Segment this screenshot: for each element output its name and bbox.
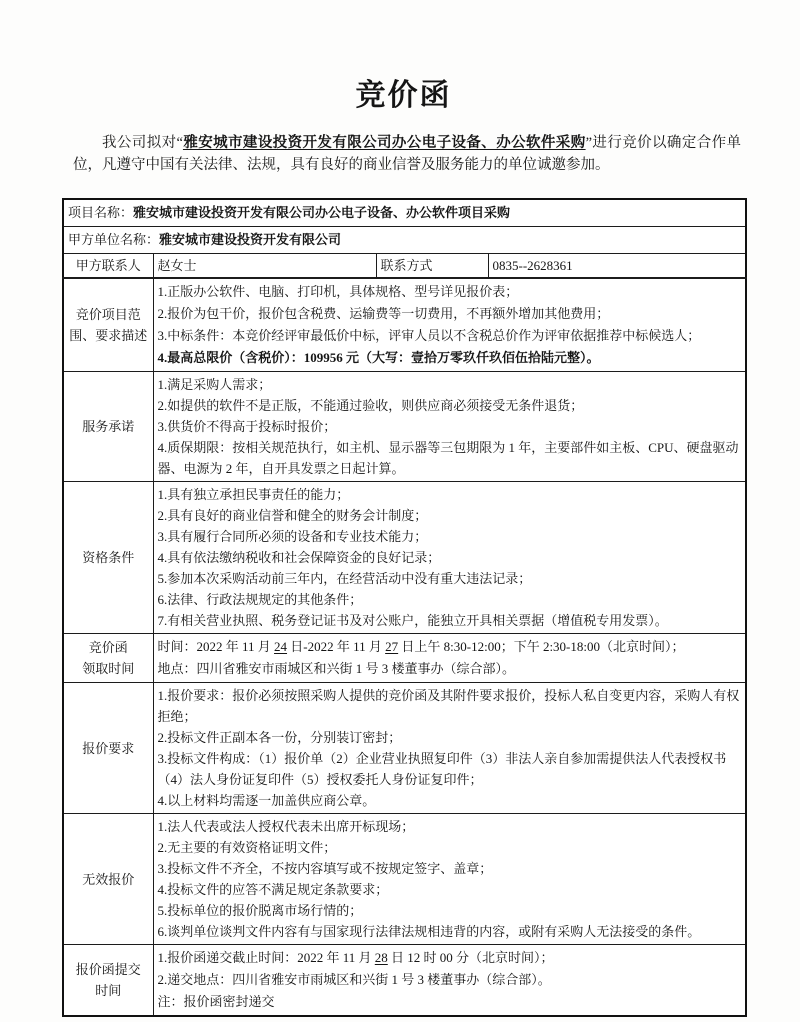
list-line: 时间 (95, 983, 122, 998)
list-line: 围、要求描述 (69, 328, 148, 343)
list-line: 1.报价要求：报价必须按照采购人提供的竞价函及其附件要求报价，投标人私自变更内容，采购人有权拒绝； (157, 688, 740, 724)
service-content (153, 372, 746, 482)
submit-deadline-text-2: 日 12 时 00 分（北京时间）； (387, 950, 554, 965)
list-line: 竞价函 (88, 640, 128, 655)
list-line: 5.投标单位的报价脱离市场行情的； (157, 903, 363, 918)
list-line: 1.具有独立承担民事责任的能力； (157, 487, 350, 502)
scope-label (63, 278, 153, 372)
submit-deadline-line (158, 947, 742, 969)
list-line: 2.无主要的有效资格证明文件； (157, 840, 337, 855)
list-line: 3.中标条件：本竞价经评审最低价中标，评审人员以不含税总价作为评审依据推荐中标候选人； (157, 328, 701, 343)
pickup-time-text-3: 日上午 8:30-12:00；下午 2:30-18:00（北京时间）； (398, 639, 685, 654)
scope-lines (158, 281, 742, 347)
invalid-quote-row (63, 814, 746, 945)
quote-requirements-label: 报价要求 (63, 683, 153, 814)
contact-phone-label: 联系方式 (376, 254, 488, 279)
pickup-end-day: 27 (385, 639, 399, 654)
list-line: 竞价项目范 (75, 307, 141, 322)
scope-content (153, 278, 746, 372)
pickup-time-text-2: 日-2022 年 11 月 (287, 639, 386, 654)
list-line: 1.正版办公软件、电脑、打印机，具体规格、型号详见报价表； (157, 284, 519, 299)
list-line: 领取时间 (82, 661, 135, 676)
submit-time-content (153, 945, 746, 1017)
contact-row (63, 254, 746, 279)
quote-requirements-content (153, 683, 746, 814)
qualification-row (63, 482, 746, 634)
intro-subject: 雅安城市建设投资开发有限公司办公电子设备、办公软件采购 (182, 135, 586, 151)
list-line: 3.投标文件构成：（1）报价单（2）企业营业执照复印件（3）非法人亲自参加需提供法人代表授权书（4）法人身份证复印件（5）授权委托人身份证复印件； (157, 751, 727, 787)
contact-label: 甲方联系人 (63, 254, 153, 279)
invalid-quote-label: 无效报价 (63, 814, 153, 945)
project-name-value: 雅安城市建设投资开发有限公司办公电子设备、办公软件项目采购 (133, 205, 511, 220)
submit-deadline-day: 28 (374, 950, 388, 965)
qualification-label: 资格条件 (63, 482, 153, 634)
list-line: 3.投标文件不齐全，不按内容填写或不按规定签字、盖章； (157, 861, 493, 876)
scope-price-line: 4.最高总限价（含税价）：109956 元（大写：壹拾万零玖仟玖佰伍拾陆元整）。 (157, 350, 600, 365)
list-line: 5.参加本次采购活动前三年内，在经营活动中没有重大违法记录； (157, 571, 532, 586)
owner-name-value: 雅安城市建设投资开发有限公司 (159, 232, 342, 247)
pickup-place-line: 地点：四川省雅安市雨城区和兴街 1 号 3 楼董事办（综合部）。 (157, 661, 516, 676)
service-label: 服务承诺 (63, 372, 153, 482)
list-line: 2.如提供的软件不是正版，不能通过验收，则供应商必须接受无条件退货； (157, 398, 584, 413)
pickup-time-content (153, 634, 746, 683)
list-line: 2.报价为包干价，报价包含税费、运输费等一切费用，不再额外增加其他费用； (157, 306, 610, 321)
project-name-label: 项目名称： (68, 205, 134, 220)
submit-note-line: 注：报价函密封递交 (157, 994, 275, 1009)
contact-phone-value: 0835--2628361 (488, 254, 746, 279)
owner-name-row (63, 227, 746, 254)
intro-tail: ”进行竞价以确定合作单位，凡遵守中国有关法律、法规，具有良好的商业信誉及服务能力的单位诚邀参加。 (73, 135, 742, 173)
list-line: 3.供货价不得高于投标时报价； (157, 419, 337, 434)
list-line: 6.谈判单位谈判文件内容有与国家现行法律法规相违背的内容，或附有采购人无法接受的条件。 (157, 924, 701, 939)
intro-paragraph (73, 132, 741, 176)
scope-row (63, 278, 746, 372)
list-line: 4.投标文件的应答不满足规定条款要求； (157, 882, 389, 897)
pickup-time-text-1: 时间：2022 年 11 月 (157, 639, 275, 654)
list-line: 4.以上材料均需逐一加盖供应商公章。 (157, 793, 376, 808)
submit-place-line: 2.递交地点：四川省雅安市雨城区和兴街 1 号 3 楼董事办（综合部）。 (157, 972, 551, 987)
pickup-start-day: 24 (274, 639, 288, 654)
submit-time-row (63, 945, 746, 1017)
owner-name-cell (63, 227, 746, 254)
page-title: 竞价函 (355, 79, 452, 112)
list-line: 1.法人代表或法人授权代表未出席开标现场； (157, 819, 415, 834)
list-line: 6.法律、行政法规规定的其他条件； (157, 592, 363, 607)
list-line: 1.满足采购人需求； (157, 377, 272, 392)
submit-deadline-text-1: 1.报价函递交截止时间：2022 年 11 月 (157, 950, 375, 965)
submit-time-label (63, 945, 153, 1017)
list-line: 3.具有履行合同所必须的设备和专业技术能力； (157, 529, 428, 544)
list-line: 4.质保期限：按相关规范执行，如主机、显示器等三包期限为 1 年，主要部件如主板、CPU、硬盘驱动器、电源为 2 年，自开具发票之日起计算。 (157, 440, 739, 476)
qualification-content (153, 482, 746, 634)
project-name-row (63, 199, 746, 227)
list-line: 2.具有良好的商业信誉和健全的财务会计制度； (157, 508, 428, 523)
intro-lead: 我公司拟对“ (102, 135, 183, 151)
contact-name: 赵女士 (153, 254, 376, 279)
pickup-time-row (63, 634, 746, 683)
quote-requirements-row (63, 683, 746, 814)
bid-table (62, 198, 747, 1017)
list-line: 2.投标文件正副本各一份，分别装订密封； (157, 730, 402, 745)
pickup-time-label (63, 634, 153, 683)
owner-name-label: 甲方单位名称： (68, 232, 160, 247)
project-name-cell (63, 199, 746, 227)
pickup-time-line (158, 636, 742, 658)
list-line: 4.具有依法缴纳税收和社会保障资金的良好记录； (157, 550, 441, 565)
list-line: 7.有相关营业执照、税务登记证书及对公账户，能独立开具相关票据（增值税专用发票）。 (157, 613, 668, 628)
invalid-quote-content (153, 814, 746, 945)
service-row (63, 372, 746, 482)
list-line: 报价函提交 (75, 962, 141, 977)
